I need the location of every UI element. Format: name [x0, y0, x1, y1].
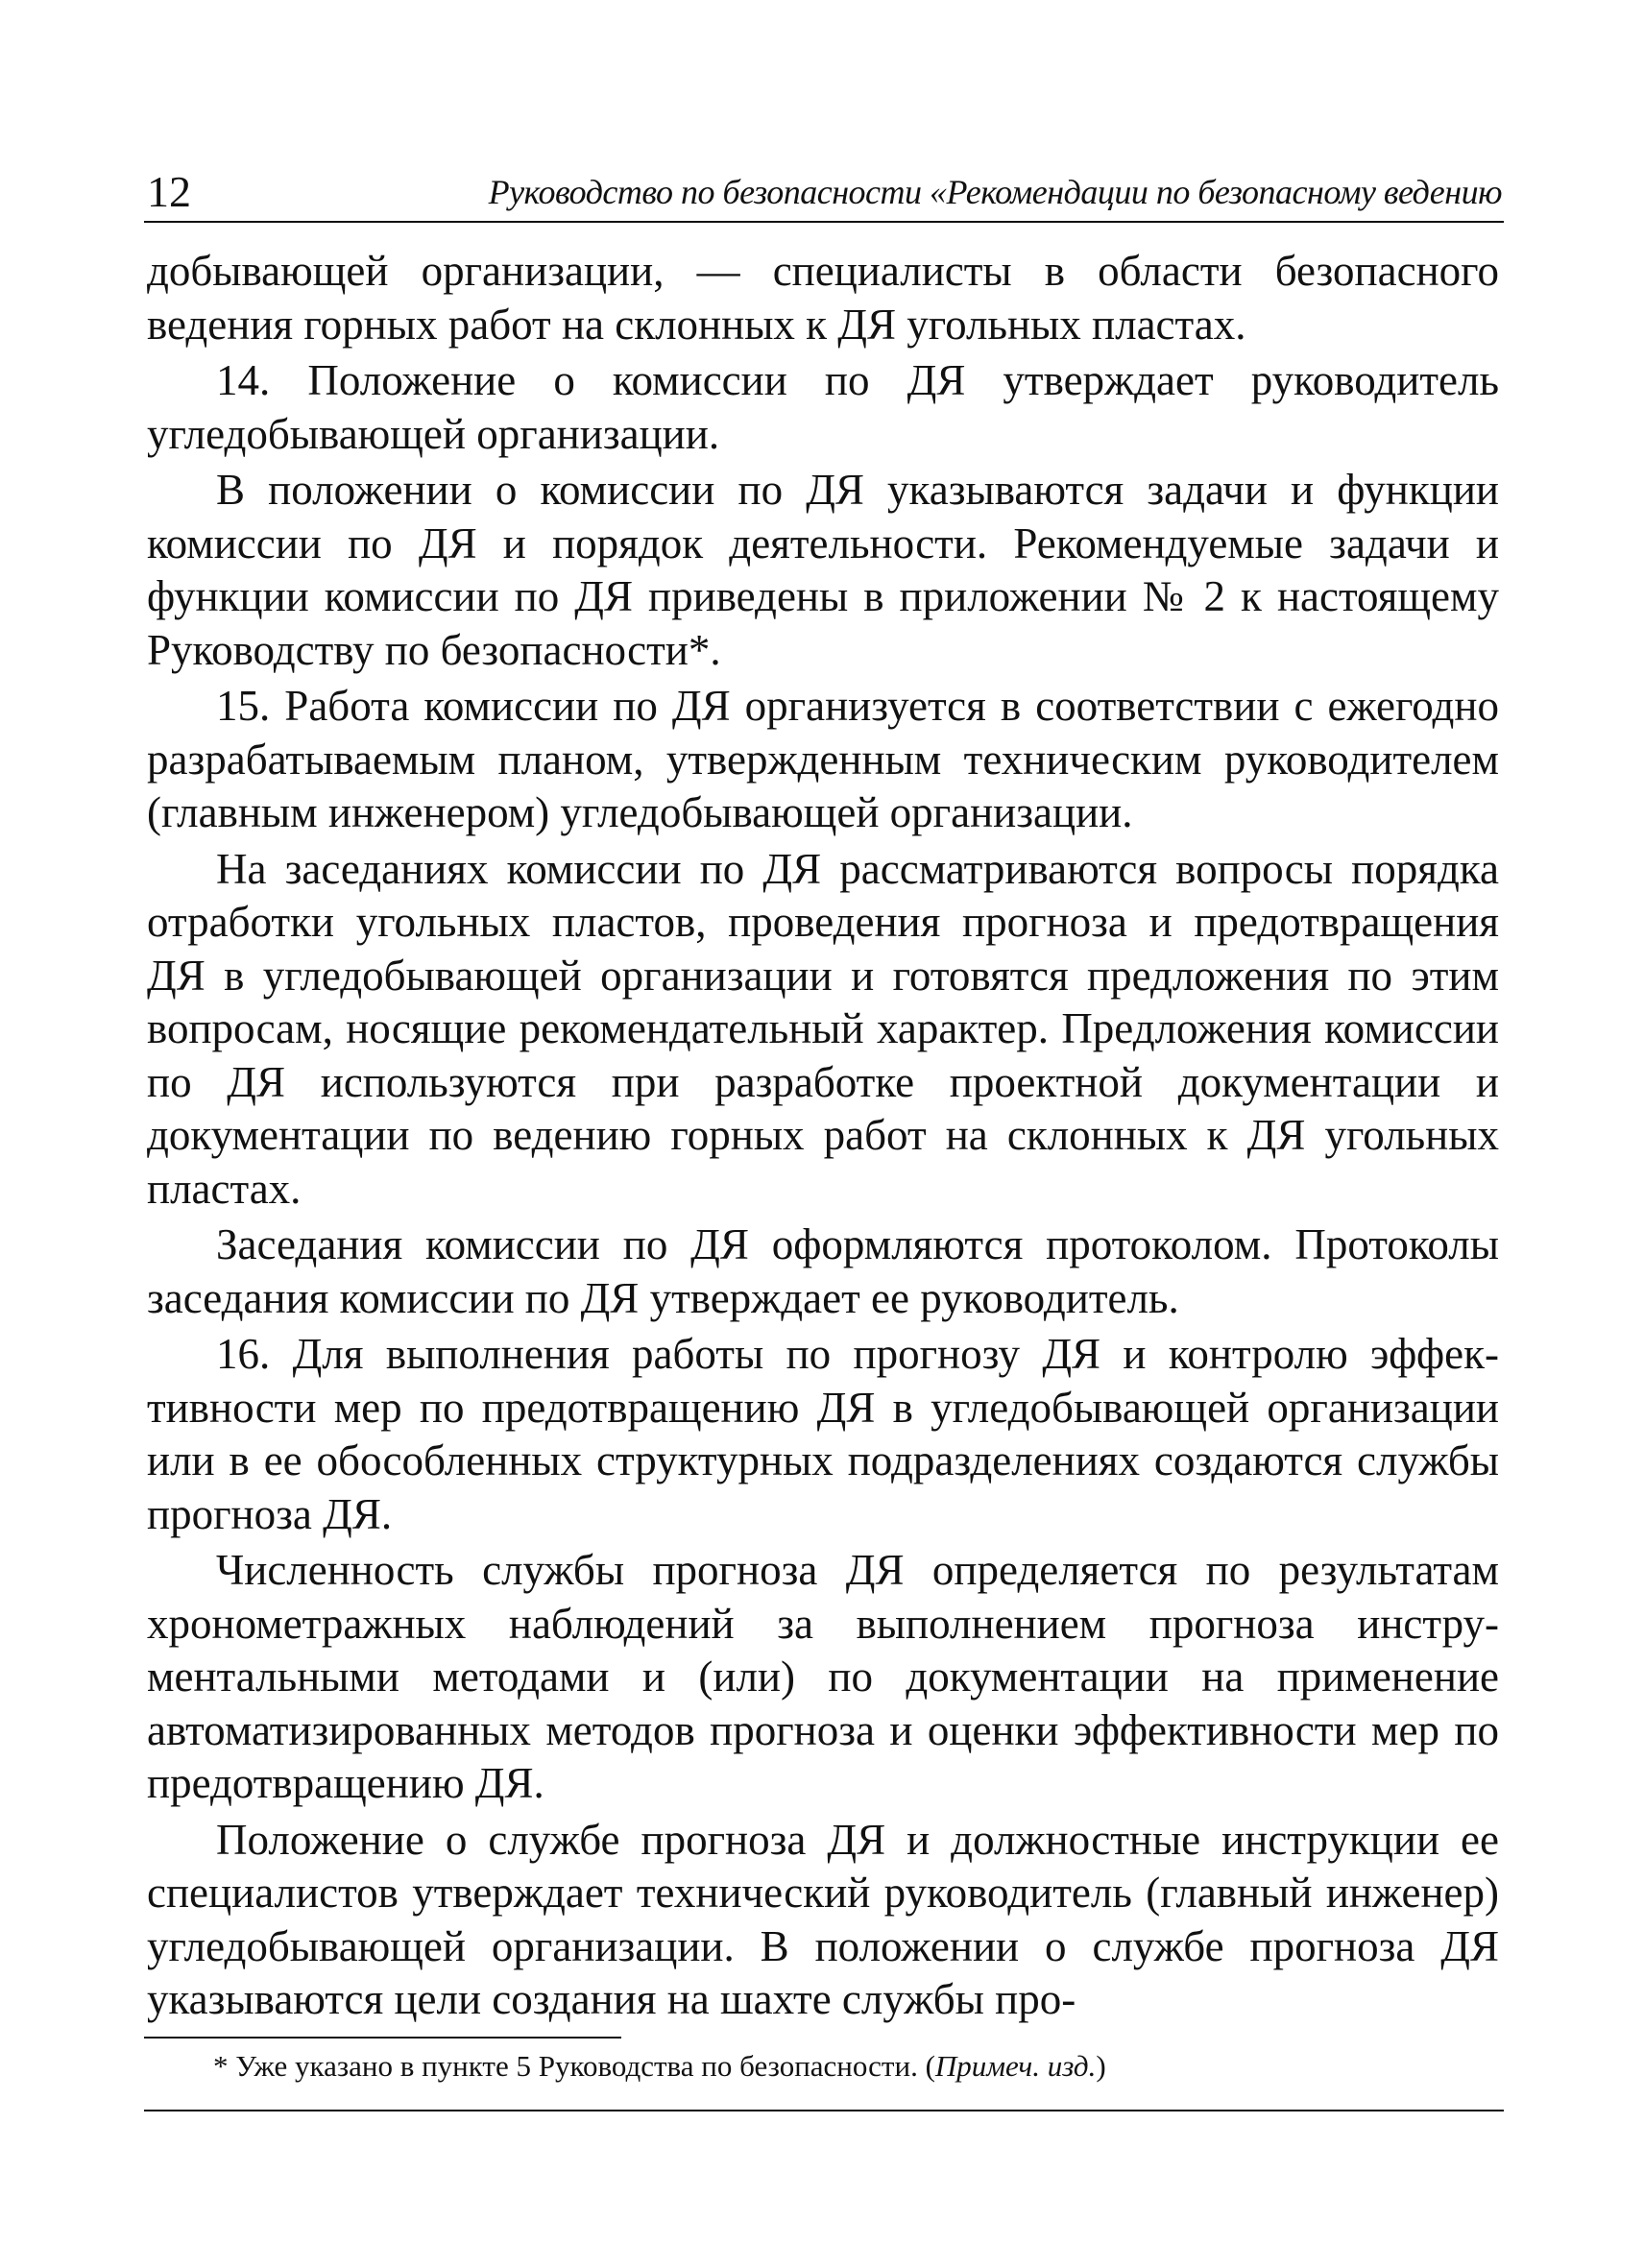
paragraph: На заседаниях комиссии по ДЯ рассматриваются вопросы порядка отработки угольных пластов, проведения прогноза и предотвращения ДЯ в угледобывающей организации и готовятся предложения по этим вопросам, носящие рекомендательный характер. Предложения комиссии по ДЯ используются при разработке проектной документации и документации по ведению горных работ на склонных к ДЯ угольных пластах. — [147, 844, 1499, 1213]
header-rule — [144, 221, 1504, 223]
paragraph: Положение о службе прогноза ДЯ и должностные инструкции ее специалистов утверждает технический руководитель (главный инженер) угледобывающей организации. В положении о службе прогноза ДЯ указываются цели создания на шахте службы про- — [147, 1815, 1499, 2023]
paragraph: 16. Для выполнения работы по прогнозу ДЯ и контролю эффективности мер по предотвращению ДЯ в угледобывающей организации или в ее обособленных структурных подразделениях создаются службы прогноза ДЯ. — [147, 1330, 1499, 1538]
paragraph: добывающей организации, — специалисты в области безопасного ведения горных работ на склонных к ДЯ угольных пластах. — [147, 247, 1499, 349]
footnote-text: * Уже указано в пункте 5 Руководства по безопасности. ( — [213, 2049, 935, 2083]
footnote-close: ) — [1096, 2049, 1106, 2083]
footnote-rule — [144, 2037, 621, 2039]
paragraph: В положении о комиссии по ДЯ указываются задачи и функции комиссии по ДЯ и порядок деятельности. Рекомендуемые задачи и функции комиссии по ДЯ приведены в приложении № 2 к настоящему Руководству по безопасности*. — [147, 466, 1499, 674]
body-text — [147, 245, 1499, 2030]
paragraph: 14. Положение о комиссии по ДЯ утверждает руководитель угледобывающей организации. — [147, 356, 1499, 458]
footnote — [213, 2047, 1106, 2086]
bottom-rule — [144, 2110, 1504, 2111]
paragraph: Заседания комиссии по ДЯ оформляются протоколом. Протоколы заседания комиссии по ДЯ утверждает ее руководитель. — [147, 1220, 1499, 1322]
running-header: Руководство по безопасности «Рекомендации по безопасному ведению — [488, 173, 1502, 211]
page-number: 12 — [147, 167, 191, 216]
paragraph: 15. Работа комиссии по ДЯ организуется в соответствии с ежегодно разрабатываемым планом, утвержденным техническим руководителем (главным инженером) угледобывающей организации. — [147, 682, 1499, 836]
footnote-note: Примеч. изд. — [934, 2049, 1097, 2083]
paragraph: Численность службы прогноза ДЯ определяется по результатам хронометражных наблюдений за выполнением прогноза инструментальными методами и (или) по документации на применение автоматизированных методов прогноза и оценки эффективности мер по предотвращению ДЯ. — [147, 1546, 1499, 1807]
